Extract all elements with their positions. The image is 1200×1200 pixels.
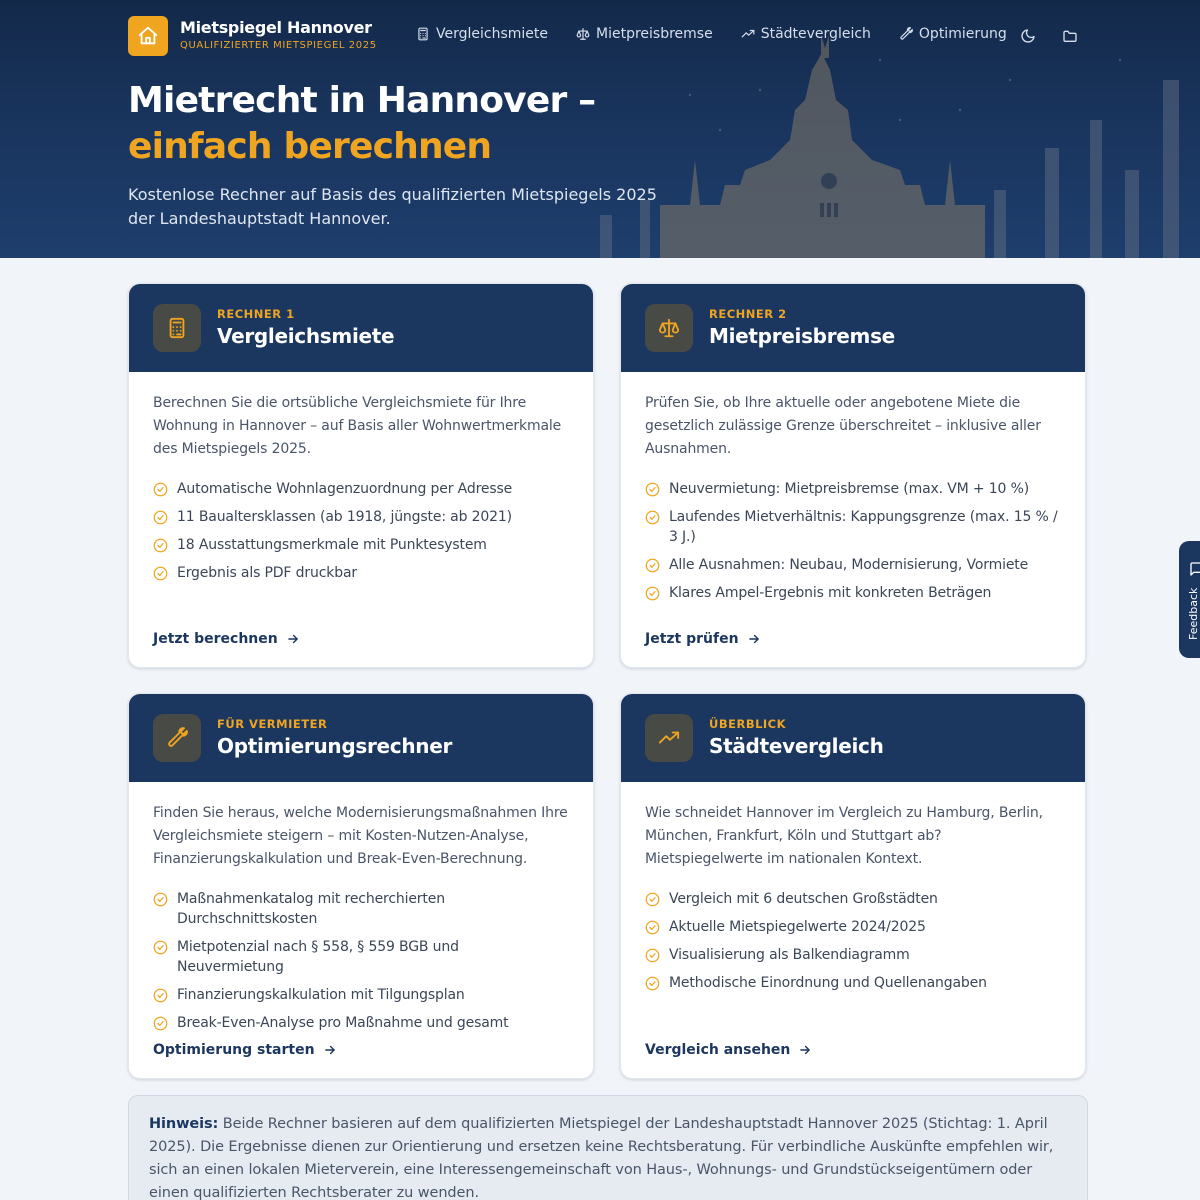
logo-button[interactable] bbox=[128, 16, 168, 56]
nav-label: Optimierung bbox=[918, 26, 1007, 42]
check-circle-icon bbox=[645, 976, 660, 991]
feature-item bbox=[645, 973, 1061, 993]
check-circle-icon bbox=[153, 1016, 168, 1031]
feature-item bbox=[153, 563, 569, 583]
card-description: Wie schneidet Hannover im Vergleich zu Hamburg, Berlin, München, Frankfurt, Köln und Stuttgart ab? Mietspiegelwerte im nationalen Kontext. bbox=[645, 805, 1043, 867]
card-mietpreisbremse[interactable] bbox=[620, 283, 1086, 668]
arrow-right-icon bbox=[747, 632, 761, 646]
arrow-right-icon bbox=[798, 1043, 812, 1057]
card-title: Städtevergleich bbox=[709, 734, 884, 758]
card-staedtevergleich[interactable] bbox=[620, 693, 1086, 1079]
nav-item-vergleichsmiete[interactable] bbox=[416, 26, 548, 42]
feature-item bbox=[645, 583, 1061, 603]
check-circle-icon bbox=[645, 510, 660, 525]
card-link-label: Jetzt prüfen bbox=[645, 631, 739, 647]
brand-subtitle: QUALIFIZIERTER MIETSPIEGEL 2025 bbox=[180, 40, 377, 51]
feature-item bbox=[645, 555, 1061, 575]
feature-text: Break-Even-Analyse pro Maßnahme und gesamt bbox=[177, 1015, 509, 1031]
nav-item-mietpreisbremse[interactable] bbox=[576, 26, 713, 42]
feature-item bbox=[153, 479, 569, 499]
feature-item bbox=[645, 917, 1061, 937]
card-kicker: FÜR VERMIETER bbox=[217, 717, 328, 731]
feature-text: Visualisierung als Balkendiagramm bbox=[669, 947, 910, 963]
moon-icon bbox=[1020, 28, 1036, 44]
feature-list bbox=[153, 479, 569, 583]
feature-text: Ergebnis als PDF druckbar bbox=[177, 565, 357, 581]
card-optimierungsrechner[interactable] bbox=[128, 693, 594, 1079]
calculator-icon bbox=[416, 27, 430, 41]
check-circle-icon bbox=[153, 940, 168, 955]
check-circle-icon bbox=[645, 892, 660, 907]
wrench-icon bbox=[166, 727, 188, 749]
card-kicker: ÜBERBLICK bbox=[709, 717, 787, 731]
card-link-label: Vergleich ansehen bbox=[645, 1042, 791, 1058]
nav-item-optimierung[interactable] bbox=[899, 26, 1007, 42]
arrow-right-icon bbox=[323, 1043, 337, 1057]
nav-item-staedtevergleich[interactable] bbox=[741, 26, 871, 42]
check-circle-icon bbox=[153, 566, 168, 581]
card-title: Vergleichsmiete bbox=[217, 324, 395, 348]
feature-item bbox=[153, 535, 569, 555]
feature-text: Klares Ampel-Ergebnis mit konkreten Beträgen bbox=[669, 585, 992, 601]
card-kicker: RECHNER 1 bbox=[217, 307, 295, 321]
card-body bbox=[621, 782, 1085, 993]
check-circle-icon bbox=[153, 538, 168, 553]
card-vergleichsmiete[interactable] bbox=[128, 283, 594, 668]
nav-label: Städtevergleich bbox=[760, 26, 871, 42]
main-nav bbox=[416, 26, 1035, 42]
card-icon-box bbox=[153, 304, 201, 352]
check-circle-icon bbox=[645, 920, 660, 935]
trending-up-icon bbox=[741, 27, 755, 41]
feature-text: Aktuelle Mietspiegelwerte 2024/2025 bbox=[669, 919, 926, 935]
house-icon bbox=[137, 25, 159, 47]
card-icon-box bbox=[645, 714, 693, 762]
feature-text: Automatische Wohnlagenzuordnung per Adresse bbox=[177, 481, 513, 497]
note-text: Beide Rechner basieren auf dem qualifizierten Mietspiegel der Landeshauptstadt Hannover 2025 (Stichtag: 1. April 2025). Die Ergebnisse dienen zur Orientierung und ersetzen keine Rechtsberatung. Für verbindliche Auskünfte empfehlen wir, sich an einen lokalen Mieterverein, eine Interessengemeinschaft von Haus-, Wohnungs- und Grundstückseigentümern oder einen qualifizierten Rechtsberater zu wenden. bbox=[149, 1116, 1054, 1200]
check-circle-icon bbox=[645, 558, 660, 573]
hero-header bbox=[0, 0, 1200, 258]
feature-item bbox=[153, 507, 569, 527]
feature-item bbox=[645, 507, 1061, 547]
feature-text: Finanzierungskalkulation mit Tilgungsplan bbox=[177, 987, 465, 1003]
feature-item bbox=[153, 1013, 569, 1033]
card-description: Prüfen Sie, ob Ihre aktuelle oder angebotene Miete die gesetzlich zulässige Grenze überschreitet – inklusive aller Ausnahmen. bbox=[645, 395, 1041, 457]
check-circle-icon bbox=[645, 482, 660, 497]
check-circle-icon bbox=[645, 586, 660, 601]
card-kicker: RECHNER 2 bbox=[709, 307, 787, 321]
calculator-icon bbox=[166, 317, 188, 339]
feature-item bbox=[645, 479, 1061, 499]
feature-text: Methodische Einordnung und Quellenangaben bbox=[669, 975, 987, 991]
wrench-icon bbox=[899, 27, 913, 41]
feature-list bbox=[645, 889, 1061, 993]
card-header bbox=[129, 694, 593, 782]
feature-text: Vergleich mit 6 deutschen Großstädten bbox=[669, 891, 938, 907]
scale-icon bbox=[576, 27, 590, 41]
feature-item bbox=[153, 937, 569, 977]
card-title: Optimierungsrechner bbox=[217, 734, 453, 758]
card-body bbox=[621, 372, 1085, 603]
card-description: Berechnen Sie die ortsübliche Vergleichsmiete für Ihre Wohnung in Hannover – auf Basis aller Wohnwertmerkmale des Mietspiegels 2025. bbox=[153, 395, 562, 457]
feature-text: Alle Ausnahmen: Neubau, Modernisierung, Vormiete bbox=[669, 557, 1029, 573]
card-body bbox=[129, 782, 593, 1033]
card-header bbox=[621, 284, 1085, 372]
feature-text: 11 Baualtersklassen (ab 1918, jüngste: ab 2021) bbox=[177, 509, 512, 525]
feature-text: Neuvermietung: Mietpreisbremse (max. VM + 10 %) bbox=[669, 481, 1030, 497]
hero-title-highlight: einfach berechnen bbox=[128, 126, 492, 167]
arrow-right-icon bbox=[286, 632, 300, 646]
card-header bbox=[621, 694, 1085, 782]
feature-list bbox=[153, 889, 569, 1033]
feature-text: 18 Ausstattungsmerkmale mit Punktesystem bbox=[177, 537, 487, 553]
card-link-berechnen[interactable] bbox=[153, 631, 300, 647]
check-circle-icon bbox=[645, 948, 660, 963]
feature-item bbox=[645, 889, 1061, 909]
feature-item bbox=[153, 985, 569, 1005]
feature-text: Maßnahmenkatalog mit recherchierten Durchschnittskosten bbox=[177, 891, 445, 927]
message-icon bbox=[1189, 561, 1200, 577]
card-title: Mietpreisbremse bbox=[709, 324, 895, 348]
feedback-label[interactable]: Feedback bbox=[1187, 587, 1200, 640]
feature-item bbox=[645, 945, 1061, 965]
disclaimer-note bbox=[128, 1095, 1088, 1200]
card-icon-box bbox=[645, 304, 693, 352]
card-header bbox=[129, 284, 593, 372]
folder-button[interactable] bbox=[1060, 26, 1080, 46]
theme-toggle-button[interactable] bbox=[1018, 26, 1038, 46]
card-link-label: Optimierung starten bbox=[153, 1042, 315, 1058]
check-circle-icon bbox=[153, 988, 168, 1003]
check-circle-icon bbox=[153, 510, 168, 525]
trending-up-icon bbox=[658, 727, 680, 749]
card-icon-box bbox=[153, 714, 201, 762]
card-body bbox=[129, 372, 593, 583]
feature-list bbox=[645, 479, 1061, 603]
card-link-label: Jetzt berechnen bbox=[153, 631, 278, 647]
hero-title: Mietrecht in Hannover – bbox=[128, 80, 596, 121]
folder-icon bbox=[1062, 28, 1078, 44]
check-circle-icon bbox=[153, 892, 168, 907]
nav-label: Vergleichsmiete bbox=[436, 26, 548, 42]
note-label: Hinweis: bbox=[149, 1116, 219, 1132]
card-link-optimierung[interactable] bbox=[153, 1042, 337, 1058]
hero-description: Kostenlose Rechner auf Basis des qualifizierten Mietspiegels 2025 der Landeshauptstadt Hannover. bbox=[128, 185, 657, 228]
feature-item bbox=[153, 889, 569, 929]
card-description: Finden Sie heraus, welche Modernisierungsmaßnahmen Ihre Vergleichsmiete steigern – mit Kosten-Nutzen-Analyse, Finanzierungskalkulation und Break-Even-Berechnung. bbox=[153, 805, 568, 867]
card-link-vergleich[interactable] bbox=[645, 1042, 812, 1058]
scale-icon bbox=[658, 317, 680, 339]
feature-text: Mietpotenzial nach § 558, § 559 BGB und Neuvermietung bbox=[177, 939, 459, 975]
feature-text: Laufendes Mietverhältnis: Kappungsgrenze (max. 15 % / 3 J.) bbox=[669, 509, 1058, 545]
card-link-pruefen[interactable] bbox=[645, 631, 761, 647]
nav-label: Mietpreisbremse bbox=[596, 26, 713, 42]
brand-title[interactable]: Mietspiegel Hannover bbox=[180, 18, 372, 37]
check-circle-icon bbox=[153, 482, 168, 497]
